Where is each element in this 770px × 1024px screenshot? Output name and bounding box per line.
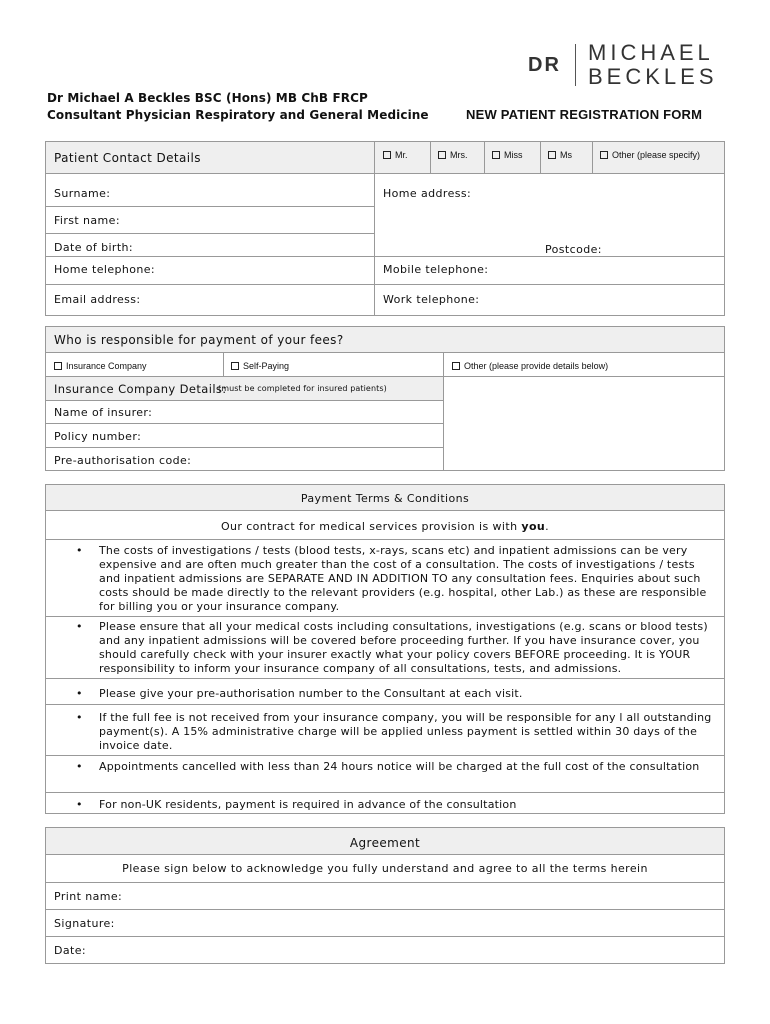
home-telephone-field[interactable]: Home telephone: <box>54 263 156 276</box>
agreement-header <box>46 828 724 855</box>
insurance-details-header <box>46 377 443 400</box>
other-payment-checkbox[interactable]: Other (please provide details below) <box>452 361 608 371</box>
bullet-dot: • <box>76 798 83 811</box>
self-paying-checkbox[interactable]: Self-Paying <box>231 361 289 371</box>
title-mrs-checkbox[interactable]: Mrs. <box>438 150 468 160</box>
insurance-company-checkbox[interactable]: Insurance Company <box>54 361 147 371</box>
bullet-text: The costs of investigations / tests (blood tests, x-rays, scans etc) and inpatient admissions can be very expensive and are often much greater than the cost of a consultation. The costs of investigations / tests and inpatient admissions are SEPARATE AND IN ADDITION TO any consultation fees. Enquiries about such costs should be made directly to the relevant providers (e.g. hospital, other Lab.) as these are responsible for billing you or your insurance company. <box>99 544 707 613</box>
print-name-field[interactable]: Print name: <box>54 890 123 903</box>
logo-name-line2: BECKLES <box>588 64 718 89</box>
title-ms-checkbox[interactable]: Ms <box>548 150 572 160</box>
contract-statement <box>46 520 724 533</box>
agreement-section <box>45 827 725 964</box>
bullet-text: Please ensure that all your medical costs including consultations, investigations (e.g. scans or blood tests) and any inpatient admissions will be covered before proceeding further. If you have insurance cover, you should carefully check with your insurer exactly what your policy covers BEFORE proceeding. It is YOUR responsibility to inform your insurance company of all consultations, tests, and admissions. <box>99 620 708 675</box>
bullet-dot: • <box>76 620 83 633</box>
insurer-name-field[interactable]: Name of insurer: <box>54 406 153 419</box>
preauth-code-field[interactable]: Pre-authorisation code: <box>54 454 192 467</box>
bullet-text: If the full fee is not received from your insurance company, you will be responsible for any l all outstanding payment(s). A 15% administrative charge will be applied unless payment is settled within 30 days of the invoice date. <box>99 711 712 752</box>
insurance-note: (must be completed for insured patients) <box>218 384 387 393</box>
bullet-dot: • <box>76 544 83 557</box>
patient-contact-section <box>45 141 725 316</box>
bullet-text: For non-UK residents, payment is required in advance of the consultation <box>99 798 517 811</box>
contract-suffix: . <box>545 520 550 533</box>
payment-question-row <box>46 327 724 353</box>
bullet-text: Appointments cancelled with less than 24 hours notice will be charged at the full cost of the consultation <box>99 760 700 773</box>
title-mr-checkbox[interactable]: Mr. <box>383 150 408 160</box>
terms-header <box>46 485 724 511</box>
bullet-dot: • <box>76 687 83 700</box>
bullet-text: Please give your pre-authorisation number to the Consultant at each visit. <box>99 687 523 700</box>
first-name-field[interactable]: First name: <box>54 214 120 227</box>
doctor-specialty: Consultant Physician Respiratory and General Medicine <box>47 108 429 122</box>
signature-field[interactable]: Signature: <box>54 917 115 930</box>
terms-title: Payment Terms & Conditions <box>300 492 470 505</box>
clinic-logo <box>528 40 728 92</box>
work-telephone-field[interactable]: Work telephone: <box>383 293 480 306</box>
title-other-checkbox[interactable]: Other (please specify) <box>600 150 700 160</box>
surname-field[interactable]: Surname: <box>54 187 111 200</box>
contact-section-title: Patient Contact Details <box>54 151 201 165</box>
contract-prefix: Our contract for medical services provision is with <box>220 520 522 533</box>
bullet-dot: • <box>76 711 83 724</box>
form-title: NEW PATIENT REGISTRATION FORM <box>466 107 703 122</box>
payment-responsibility-section <box>45 326 725 471</box>
payment-terms-section <box>45 484 725 814</box>
email-field[interactable]: Email address: <box>54 293 141 306</box>
date-field[interactable]: Date: <box>54 944 86 957</box>
policy-number-field[interactable]: Policy number: <box>54 430 142 443</box>
payment-question: Who is responsible for payment of your fees? <box>54 333 344 347</box>
postcode-field[interactable]: Postcode: <box>545 243 602 256</box>
agreement-title: Agreement <box>349 836 421 850</box>
doctor-name: Dr Michael A Beckles BSC (Hons) MB ChB FRCP <box>47 91 368 105</box>
logo-divider <box>575 44 576 86</box>
dob-field[interactable]: Date of birth: <box>54 241 134 254</box>
agreement-instruction: Please sign below to acknowledge you fully understand and agree to all the terms herein <box>122 862 648 875</box>
title-miss-checkbox[interactable]: Miss <box>492 150 523 160</box>
logo-name-line1: MICHAEL <box>588 40 714 65</box>
contract-bold: you <box>521 520 546 533</box>
home-address-field[interactable]: Home address: <box>383 187 472 200</box>
bullet-dot: • <box>76 760 83 773</box>
logo-dr: DR <box>528 54 561 76</box>
insurance-heading: Insurance Company Details: <box>54 382 227 396</box>
mobile-telephone-field[interactable]: Mobile telephone: <box>383 263 489 276</box>
